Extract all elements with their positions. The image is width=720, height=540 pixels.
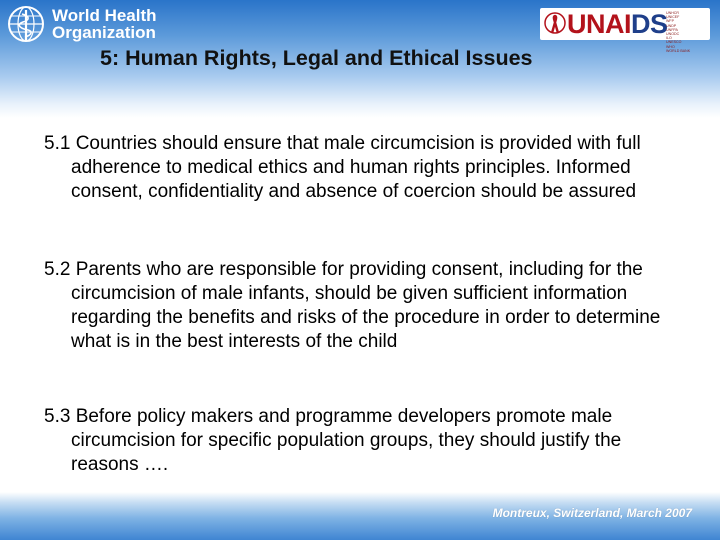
paragraph-5-2: 5.2 Parents who are responsible for providing consent, including for the circumcision of male infants, should be given sufficient information regarding the benefits and risks of the procedure in order to determine what is in the best interests of the child xyxy=(44,259,661,352)
unaids-logo xyxy=(540,8,710,53)
who-wordmark xyxy=(52,7,157,41)
footer-band xyxy=(0,492,720,540)
paragraph-5-1: 5.1 Countries should ensure that male circumcision is provided with full adherence to medical ethics and human rights principles. Informed consent, confidentiality and absence of coercion should be assured xyxy=(44,133,641,202)
unaids-wordmark: UNAIDS xyxy=(567,9,668,39)
cosponsor: UNDP xyxy=(666,23,677,28)
cosponsor: UNESCO xyxy=(666,40,682,45)
cosponsor: UNFPA xyxy=(666,27,678,32)
cosponsor: WFP xyxy=(666,19,674,24)
cosponsor: UNICEF xyxy=(666,15,680,20)
who-line2: Organization xyxy=(52,23,156,42)
cosponsor: WHO xyxy=(666,44,675,49)
cosponsor: UNODC xyxy=(666,32,680,37)
cosponsor: UNHCR xyxy=(666,11,679,15)
who-emblem-icon xyxy=(6,4,46,44)
red-ribbon-icon xyxy=(544,11,566,37)
who-logo xyxy=(6,4,176,42)
cosponsor: WORLD BANK xyxy=(666,48,691,53)
cosponsor: ILO xyxy=(666,36,672,41)
paragraph-5-3: 5.3 Before policy makers and programme developers promote male circumcision for specific population groups, they should justify the reasons …. xyxy=(44,406,622,475)
footer-location-date: Montreux, Switzerland, March 2007 xyxy=(492,506,692,520)
who-line1: World Health xyxy=(52,6,157,25)
slide-title: 5: Human Rights, Legal and Ethical Issues xyxy=(100,46,533,70)
